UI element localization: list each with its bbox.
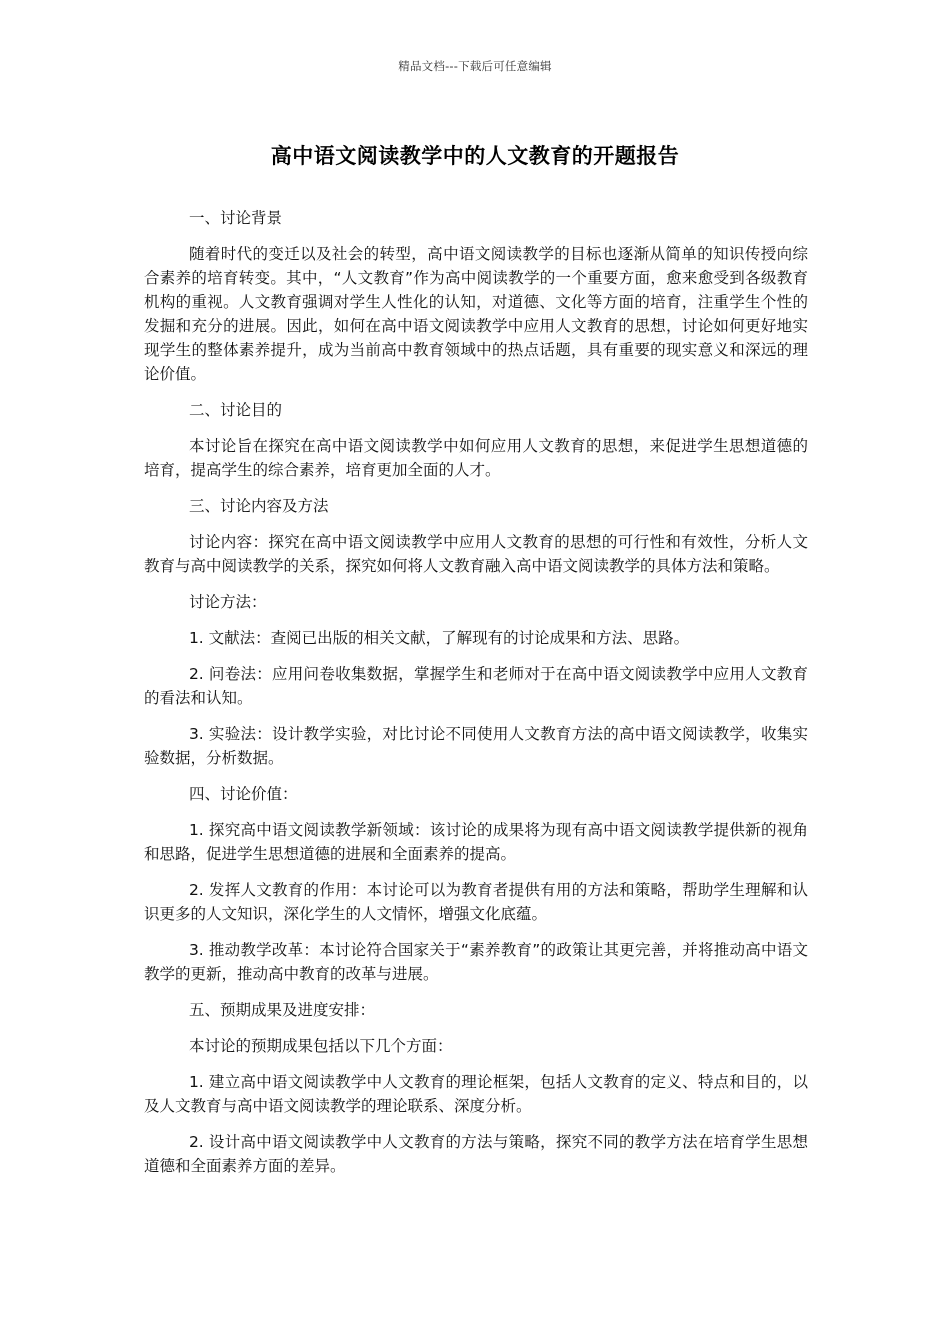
paragraph-methods-label: 讨论方法： [188, 593, 267, 611]
list-item-method-3: 3. 实验法：设计教学实验，对比讨论不同使用人文教育方法的高中语文阅读教学，收集实验数据，分析数据。 [144, 725, 808, 767]
paragraph-outcomes-intro: 本讨论的预期成果包括以下几个方面： [188, 1037, 453, 1055]
header-note: 精品文档---下载后可任意编辑 [398, 59, 552, 73]
section-heading-content-methods: 三、讨论内容及方法 [188, 497, 329, 515]
list-item-method-1: 1. 文献法：查阅已出版的相关文献，了解现有的讨论成果和方法、思路。 [188, 629, 690, 647]
list-item-value-2: 2. 发挥人文教育的作用：本讨论可以为教育者提供有用的方法和策略，帮助学生理解和认识更多的人文知识，深化学生的人文情怀，增强文化底蕴。 [144, 881, 808, 923]
document-body [144, 206, 808, 1190]
paragraph-purpose: 本讨论旨在探究在高中语文阅读教学中如何应用人文教育的思想，来促进学生思想道德的培育，提高学生的综合素养，培育更加全面的人才。 [144, 437, 808, 479]
list-item-value-3: 3. 推动教学改革：本讨论符合国家关于“素养教育”的政策让其更完善，并将推动高中语文教学的更新，推动高中教育的改革与进展。 [144, 941, 808, 983]
list-item-value-1: 1. 探究高中语文阅读教学新领域：该讨论的成果将为现有高中语文阅读教学提供新的视角和思路，促进学生思想道德的进展和全面素养的提高。 [144, 821, 808, 863]
paragraph-content: 讨论内容：探究在高中语文阅读教学中应用人文教育的思想的可行性和有效性，分析人文教育与高中阅读教学的关系，探究如何将人文教育融入高中语文阅读教学的具体方法和策略。 [144, 533, 808, 575]
section-heading-background: 一、讨论背景 [188, 209, 282, 227]
document-title: 高中语文阅读教学中的人文教育的开题报告 [270, 144, 680, 168]
list-item-method-2: 2. 问卷法：应用问卷收集数据，掌握学生和老师对于在高中语文阅读教学中应用人文教育的看法和认知。 [144, 665, 808, 707]
section-heading-value: 四、讨论价值： [188, 785, 298, 803]
section-heading-purpose: 二、讨论目的 [188, 401, 282, 419]
paragraph-background: 随着时代的变迁以及社会的转型，高中语文阅读教学的目标也逐渐从简单的知识传授向综合素养的培育转变。其中，“人文教育”作为高中阅读教学的一个重要方面，愈来愈受到各级教育机构的重视。人文教育强调对学生人性化的认知，对道德、文化等方面的培育，注重学生个性的发掘和充分的进展。因此，如何在高中语文阅读教学中应用人文教育的思想，讨论如何更好地实现学生的整体素养提升，成为当前高中教育领域中的热点话题，具有重要的现实意义和深远的理论价值。 [144, 245, 808, 383]
list-item-outcome-2: 2. 设计高中语文阅读教学中人文教育的方法与策略，探究不同的教学方法在培育学生思想道德和全面素养方面的差异。 [144, 1133, 808, 1175]
list-item-outcome-1: 1. 建立高中语文阅读教学中人文教育的理论框架，包括人文教育的定义、特点和目的，以及人文教育与高中语文阅读教学的理论联系、深度分析。 [144, 1073, 808, 1115]
section-heading-outcomes: 五、预期成果及进度安排： [188, 1001, 375, 1019]
